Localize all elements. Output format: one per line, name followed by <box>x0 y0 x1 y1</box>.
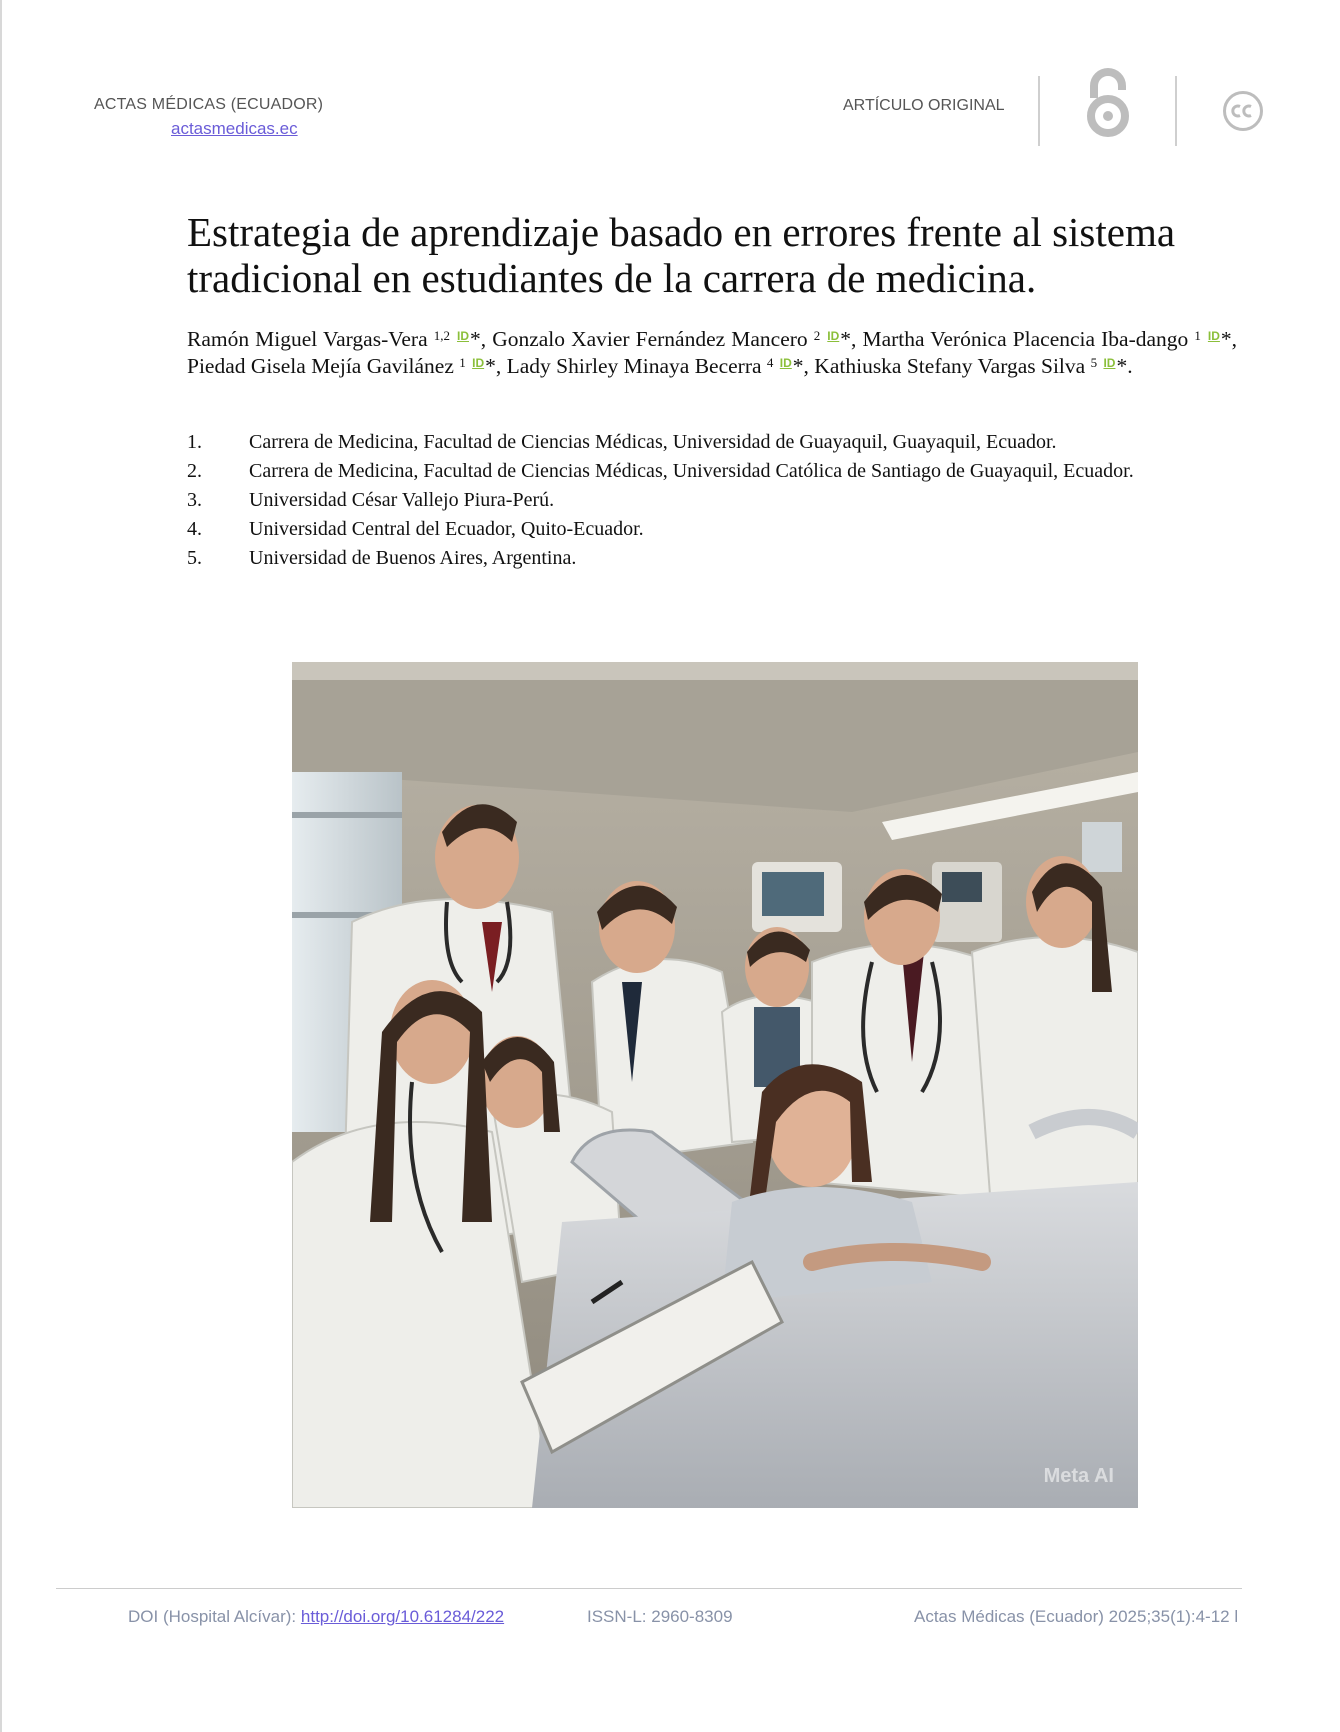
affiliation-number: 3. <box>187 489 202 511</box>
page-left-edge <box>0 0 2 1732</box>
affiliation-item <box>187 515 1287 544</box>
affiliation-item <box>187 544 1287 573</box>
doi-link[interactable]: http://doi.org/10.61284/222 <box>300 1607 505 1626</box>
doi-label: DOI (Hospital Alcívar): <box>128 1607 297 1626</box>
affiliation-text: Universidad Central del Ecuador, Quito-Ecuador. <box>249 518 644 540</box>
image-watermark: Meta AI <box>1043 1465 1114 1487</box>
author-affiliation-ref: 1 <box>459 355 466 370</box>
affiliation-number: 4. <box>187 518 202 540</box>
article-title <box>187 209 1247 301</box>
author-suffix: *, <box>840 327 857 351</box>
author-name: Lady Shirley Minaya Becerra <box>506 354 762 378</box>
affiliation-item <box>187 457 1287 486</box>
author-suffix: *, <box>485 354 502 378</box>
journal-website-link[interactable]: actasmedicas.ec <box>171 119 298 138</box>
footer-doi <box>128 1607 504 1627</box>
author-name: Kathiuska Stefany Vargas Silva <box>814 354 1086 378</box>
author-name: Martha Verónica Placencia Iba-dango <box>862 327 1189 351</box>
affiliation-text: Carrera de Medicina, Facultad de Ciencias Médicas, Universidad de Guayaquil, Guayaquil, Ecuador. <box>249 431 1057 453</box>
author-suffix: *, <box>1220 327 1238 351</box>
affiliation-item <box>187 486 1287 515</box>
affiliation-number: 2. <box>187 460 202 482</box>
author-affiliation-ref: 1 <box>1194 328 1201 343</box>
cover-illustration <box>292 662 1138 1508</box>
affiliation-item <box>187 428 1287 457</box>
affiliation-number: 1. <box>187 431 202 453</box>
author-affiliation-ref: 1,2 <box>433 328 450 343</box>
title-line: tradicional en estudiantes de la carrera de medicina. <box>187 255 1037 301</box>
author-affiliation-ref: 5 <box>1090 355 1098 370</box>
journal-name: ACTAS MÉDICAS (ECUADOR) <box>94 96 324 113</box>
affiliation-text: Universidad de Buenos Aires, Argentina. <box>249 547 577 569</box>
affiliation-text: Universidad César Vallejo Piura-Perú. <box>249 489 555 511</box>
author-name: Piedad Gisela Mejía Gavilánez <box>187 354 454 378</box>
author-list: Ramón Miguel Vargas-Vera $^{1,2}$ ID*, Gonzalo Xavier Fernández Mancero $^2$ ID*, Martha Verónica Placencia Iba-dango $^1$ ID*, Piedad Gisela Mejía Gavilánez $^1$ ID*, Lady Shirley Minaya Becerra $^4$ ID*, Kathiuska Stefany Vargas Silva $^5$ ID*. <box>187 327 1238 378</box>
author-suffix: *. <box>1116 354 1133 378</box>
author-name: Ramón Miguel Vargas-Vera <box>187 327 428 351</box>
author-suffix: *, <box>470 327 487 351</box>
author-affiliation-ref: 2 <box>813 328 821 343</box>
author-suffix: *, <box>792 354 809 378</box>
footer-citation: Actas Médicas (Ecuador) 2025;35(1):4-12 l <box>914 1607 1239 1626</box>
header-divider <box>1038 76 1040 146</box>
author-affiliation-ref: 4 <box>766 355 774 370</box>
footer-divider <box>56 1588 1242 1589</box>
open-access-icon <box>1080 68 1136 138</box>
affiliation-number: 5. <box>187 547 202 569</box>
affiliation-list <box>187 428 1287 573</box>
header-divider <box>1175 76 1177 146</box>
footer-issn: ISSN-L: 2960-8309 <box>587 1607 733 1626</box>
title-line: Estrategia de aprendizaje basado en errores frente al sistema <box>187 209 1176 255</box>
article-type-label: ARTÍCULO ORIGINAL <box>843 97 1005 114</box>
affiliation-text: Carrera de Medicina, Facultad de Ciencias Médicas, Universidad Católica de Santiago de Guayaquil, Ecuador. <box>249 460 1134 482</box>
author-name: Gonzalo Xavier Fernández Mancero <box>492 327 808 351</box>
creative-commons-icon <box>1222 90 1264 132</box>
